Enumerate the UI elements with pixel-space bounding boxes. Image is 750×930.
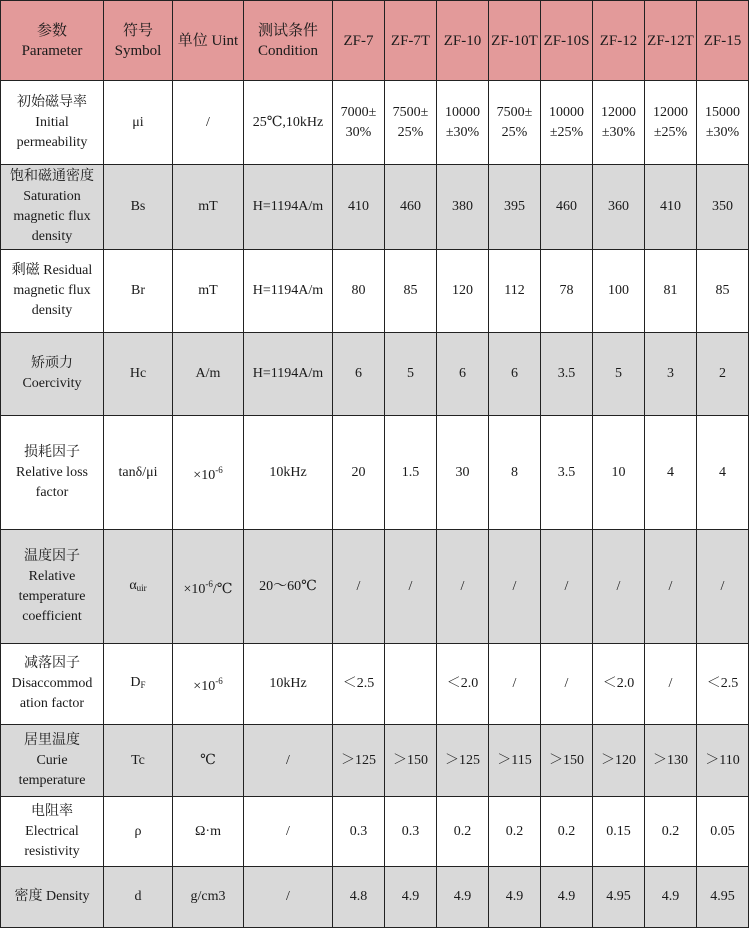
parameter-line: Curie [36,752,68,768]
table-row [1,725,749,797]
condition-cell: / [244,797,333,867]
value-cell [333,797,385,867]
value-line: 410 [348,199,369,214]
value-line: / [460,578,465,594]
value-line: 4.9 [661,889,680,904]
value-line: 4.9 [453,889,472,904]
value-line: / [564,578,569,594]
value-cell [333,250,385,333]
condition-cell: H=1194A/m [244,333,333,416]
unit-superscript: -6 [215,676,223,686]
table-row [1,644,749,725]
value-cell [437,797,489,867]
value-line: 5 [407,366,414,381]
unit-superscript: -6 [215,464,223,475]
parameter-cell [1,250,104,333]
parameter-cell [1,333,104,416]
value-cell [593,530,645,644]
value-cell [697,333,749,416]
value-line: 360 [608,199,629,214]
table-row [1,416,749,530]
symbol-text: μi [132,114,144,130]
symbol-cell [104,725,173,797]
table-row [1,250,749,333]
symbol-cell [104,81,173,165]
value-cell [593,333,645,416]
value-line: 25% [501,124,528,140]
value-cell [489,530,541,644]
value-line: 12000 [601,104,636,120]
value-line: 3 [667,366,674,381]
value-cell [593,81,645,165]
value-cell [385,333,437,416]
header-grade: ZF-10 [437,1,489,81]
header-symbol-cn: 符号 [122,22,153,39]
value-line: 3.5 [557,366,576,381]
value-line: 6 [511,366,518,381]
parameter-line: permeability [16,134,88,150]
value-cell [697,797,749,867]
condition-cell: 25℃,10kHz [244,81,333,165]
header-condition-en: Condition [257,42,318,59]
value-cell [645,165,697,250]
value-cell [697,867,749,928]
value-line: ±30% [601,124,636,140]
condition-cell: 10kHz [244,644,333,725]
unit-cell [173,644,244,725]
value-line: 30 [455,464,470,480]
value-cell [645,530,697,644]
value-cell [437,644,489,725]
value-cell [333,644,385,725]
symbol-cell [104,250,173,333]
value-line: 20 [351,464,366,480]
value-cell [437,165,489,250]
value-line: 3.5 [557,464,576,480]
unit-cell [173,797,244,867]
value-cell [541,416,593,530]
value-cell [645,797,697,867]
value-line: 460 [400,199,421,214]
value-cell [645,333,697,416]
value-line: ＜2.5 [706,676,739,691]
parameter-line: temperature [18,772,86,788]
header-parameter-en: Parameter [21,42,83,59]
value-line: 81 [663,283,678,298]
symbol-cell [104,165,173,250]
value-line: 8 [511,464,518,480]
symbol-cell [104,644,173,725]
parameter-line: factor [35,484,69,500]
value-cell [333,725,385,797]
value-line: ＞150 [393,752,428,768]
unit-text: / [206,114,210,130]
header-unit: 单位 Uint [173,1,244,81]
value-line: / [668,578,673,594]
value-cell [593,644,645,725]
parameter-line: magnetic flux [13,209,91,224]
value-line: / [720,578,725,594]
header-row [1,1,749,81]
parameter-line: density [31,303,73,318]
value-cell [489,644,541,725]
spec-body [1,81,749,928]
header-grade: ZF-12T [645,1,697,81]
value-line: 10 [611,464,626,480]
value-line: 380 [452,199,473,214]
parameter-cell [1,530,104,644]
value-cell [437,333,489,416]
parameter-line: 温度因子 [24,548,80,564]
value-cell [333,81,385,165]
value-line: / [356,578,361,594]
value-line: 0.2 [661,823,680,839]
value-cell [385,797,437,867]
value-line: 6 [459,366,466,381]
header-grade: ZF-12 [593,1,645,81]
value-cell [593,250,645,333]
value-cell [333,416,385,530]
value-cell [697,416,749,530]
value-cell [541,867,593,928]
symbol-text: Bs [130,199,146,214]
value-line: ±30% [445,124,480,140]
value-cell [489,81,541,165]
parameter-line: 电阻率 [31,803,73,819]
value-line: 4.95 [606,889,631,904]
value-line: / [564,676,569,691]
parameter-line: Electrical [25,823,79,839]
parameter-line: Initial [35,114,69,130]
unit-text: A/m [195,366,221,381]
value-line: 10000 [549,104,584,120]
value-cell [385,725,437,797]
symbol-cell [104,867,173,928]
parameter-line: Disaccommod [11,676,93,691]
parameter-cell [1,81,104,165]
value-line: 30% [345,124,372,140]
value-line: / [616,578,621,594]
value-line: ＜2.5 [342,676,375,691]
value-cell [541,250,593,333]
value-cell [593,867,645,928]
unit-text: mT [198,199,218,214]
value-line: ＞120 [601,752,636,768]
value-line: 7500± [496,104,533,120]
unit-text: ×10 [183,581,206,597]
unit-text: ℃ [200,752,216,768]
symbol-text: tanδ/μi [118,464,158,480]
header-grade: ZF-7 [333,1,385,81]
value-cell [489,333,541,416]
parameter-line: Relative [28,568,76,584]
symbol-text: Hc [129,366,147,381]
value-cell [697,530,749,644]
value-line: ＜2.0 [602,676,635,691]
parameter-line: 居里温度 [24,732,80,748]
parameter-line: magnetic flux [13,283,91,298]
value-line: 120 [452,283,473,298]
value-cell [489,416,541,530]
value-cell [593,725,645,797]
unit-cell [173,165,244,250]
value-line: 0.2 [505,823,524,839]
parameter-line: 密度 Density [14,889,90,904]
unit-cell [173,725,244,797]
value-cell [333,165,385,250]
condition-cell: H=1194A/m [244,250,333,333]
value-line: 6 [355,366,362,381]
unit-cell [173,250,244,333]
value-cell [541,81,593,165]
symbol-subscript: uir [136,582,147,593]
value-line: 4.9 [401,889,420,904]
unit-cell [173,333,244,416]
unit-text: g/cm3 [190,889,226,904]
value-cell [541,333,593,416]
symbol-text: α [129,577,137,593]
symbol-text: ρ [134,823,142,839]
value-line: 4.9 [557,889,576,904]
value-cell [437,725,489,797]
value-line: 85 [403,283,418,298]
condition-cell: 10kHz [244,416,333,530]
value-cell [697,250,749,333]
symbol-cell [104,530,173,644]
value-line: 0.05 [710,823,735,839]
header-grade: ZF-7T [385,1,437,81]
value-line: 7000± [340,104,377,120]
header-grade: ZF-10T [489,1,541,81]
unit-cell [173,81,244,165]
value-line: 7500± [392,104,429,120]
value-line: 0.3 [401,823,420,839]
value-cell [541,165,593,250]
value-line: / [408,578,413,594]
header-parameter-cn: 参数 [36,22,67,39]
value-cell [593,165,645,250]
value-line: ＞130 [653,752,688,768]
table-row [1,797,749,867]
value-cell [437,250,489,333]
header-condition-cn: 测试条件 [257,22,318,39]
symbol-text: Tc [131,752,145,768]
condition-cell: / [244,867,333,928]
value-line: 350 [712,199,733,214]
table-row [1,867,749,928]
value-line: 10000 [445,104,480,120]
parameter-cell [1,725,104,797]
value-cell [489,867,541,928]
value-cell [489,725,541,797]
value-line: / [512,578,517,594]
unit-superscript: -6 [205,578,213,589]
symbol-text: Br [131,283,145,298]
value-line: 15000 [705,104,740,120]
value-line: 460 [556,199,577,214]
header-grade: ZF-10S [541,1,593,81]
header-condition [244,1,333,81]
value-cell [385,165,437,250]
condition-cell: H=1194A/m [244,165,333,250]
value-line: ＜2.0 [446,676,479,691]
value-line: 4.9 [505,889,524,904]
value-line: 0.3 [349,823,368,839]
value-line: ＞115 [497,752,532,768]
value-cell [593,416,645,530]
unit-text: Ω·m [195,823,221,839]
value-cell [645,867,697,928]
parameter-cell [1,644,104,725]
header-grade: ZF-15 [697,1,749,81]
parameter-line: density [31,229,73,244]
value-line: 4 [667,464,674,480]
value-line: ±25% [653,124,688,140]
parameter-line: Coercivity [22,376,82,391]
value-line: 4.95 [710,889,735,904]
value-cell [333,333,385,416]
value-line: 78 [559,283,574,298]
parameter-line: 损耗因子 [24,444,80,460]
parameter-cell [1,867,104,928]
value-line: 100 [608,283,629,298]
unit-text: mT [198,283,218,298]
parameter-line: temperature [18,588,86,604]
value-cell [541,530,593,644]
unit-text: ×10 [193,679,216,694]
value-cell [541,644,593,725]
value-cell [385,416,437,530]
header-symbol [104,1,173,81]
unit-text: ×10 [193,467,216,483]
parameter-line: 饱和磁通密度 [10,169,94,184]
unit-tail: /℃ [212,581,233,597]
value-cell [437,81,489,165]
value-cell [645,416,697,530]
unit-cell [173,867,244,928]
value-cell [333,530,385,644]
value-cell [489,250,541,333]
value-line: 0.2 [557,823,576,839]
parameter-cell [1,165,104,250]
value-line: 0.2 [453,823,472,839]
value-cell [697,81,749,165]
value-cell [697,165,749,250]
parameter-line: Saturation [23,189,81,204]
value-cell [645,644,697,725]
value-cell [437,530,489,644]
value-cell [437,416,489,530]
value-line: 4.8 [349,889,368,904]
symbol-cell [104,333,173,416]
value-cell [385,250,437,333]
header-symbol-en: Symbol [114,42,162,59]
parameter-line: resistivity [24,843,80,859]
parameter-line: 矫顽力 [31,356,73,371]
value-cell [697,725,749,797]
parameter-cell [1,797,104,867]
value-line: ＞150 [549,752,584,768]
value-line: ＞125 [341,752,376,768]
table-row [1,333,749,416]
condition-cell: 20～60℃ [244,530,333,644]
value-line: 112 [504,283,525,298]
value-line: 410 [660,199,681,214]
parameter-line: 初始磁导率 [17,94,87,110]
value-cell [645,250,697,333]
value-line: ＞125 [445,752,480,768]
parameter-line: Relative loss [16,464,88,480]
value-cell [385,81,437,165]
value-cell [541,797,593,867]
symbol-cell [104,797,173,867]
value-line: 4 [719,464,726,480]
value-cell [593,797,645,867]
value-cell [645,81,697,165]
parameter-line: ation factor [19,696,85,711]
unit-cell [173,416,244,530]
value-cell [385,530,437,644]
value-line: 395 [504,199,525,214]
value-cell [385,644,437,725]
value-cell [645,725,697,797]
value-line: / [668,676,673,691]
value-line: 80 [351,283,366,298]
parameter-cell [1,416,104,530]
symbol-cell [104,416,173,530]
header-parameter [1,1,104,81]
symbol-text: D [130,675,141,690]
parameter-line: 剩磁 Residual [11,263,93,278]
value-cell [541,725,593,797]
value-line: 25% [397,124,424,140]
value-cell [489,797,541,867]
unit-cell [173,530,244,644]
table-row [1,165,749,250]
value-cell [333,867,385,928]
value-line: 2 [719,366,726,381]
value-cell [697,644,749,725]
value-line: ±30% [705,124,740,140]
value-line: 5 [615,366,622,381]
table-row [1,81,749,165]
value-cell [489,165,541,250]
value-cell [437,867,489,928]
value-line: 12000 [653,104,688,120]
symbol-subscript: F [140,680,146,690]
value-line: 85 [715,283,730,298]
value-line: 1.5 [401,464,420,480]
value-cell [385,867,437,928]
parameter-line: coefficient [22,608,82,624]
value-line: ＞110 [705,752,740,768]
value-line: 0.15 [606,823,631,839]
condition-cell: / [244,725,333,797]
table-row [1,530,749,644]
value-line: ±25% [549,124,584,140]
symbol-text: d [134,889,142,904]
parameter-line: 减落因子 [24,656,80,671]
value-line: / [512,676,517,691]
